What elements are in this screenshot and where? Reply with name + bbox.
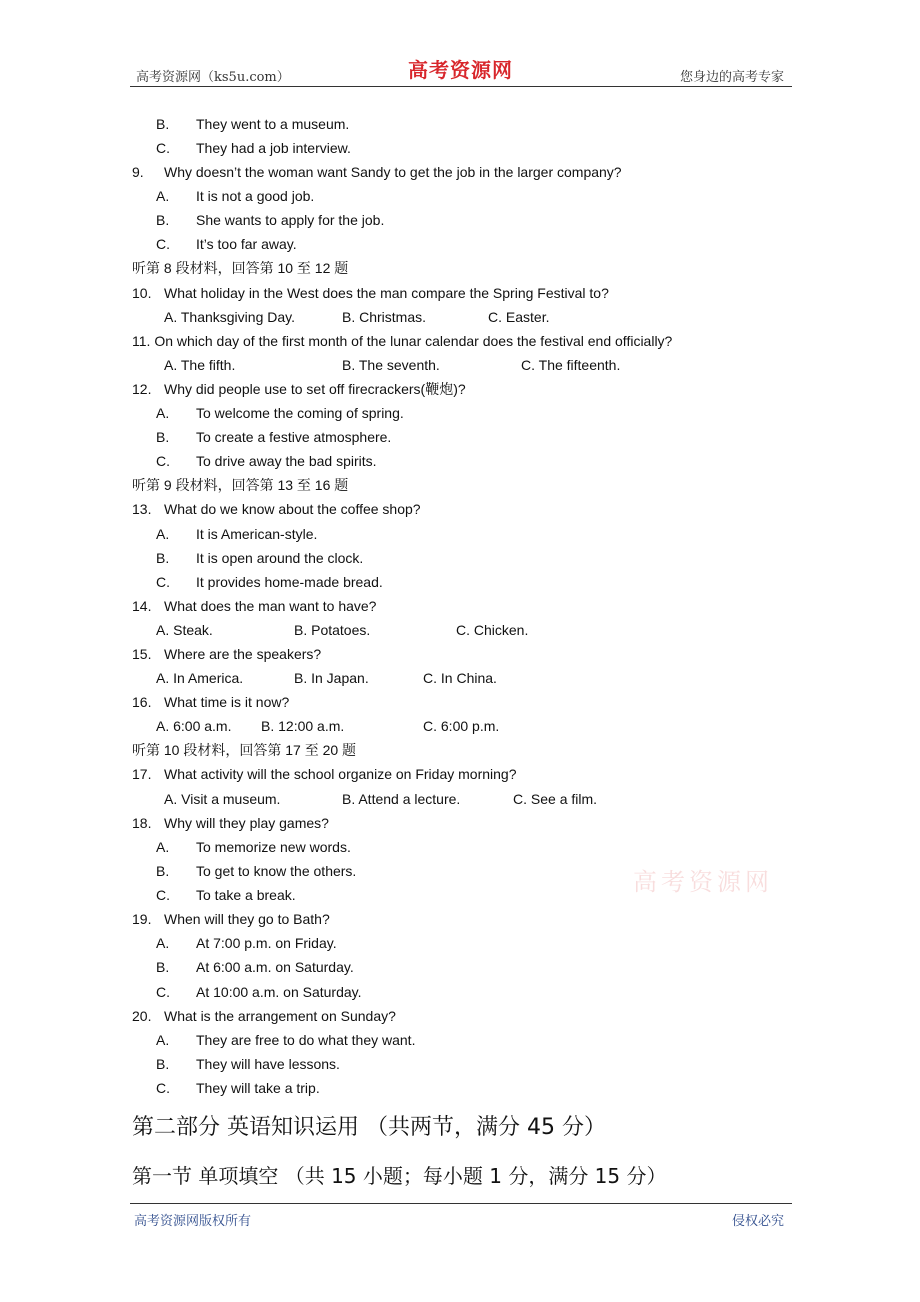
question-text: When will they go to Bath? [164,911,330,927]
option-a: A. The fifth. [164,357,236,373]
option-b: B. Potatoes. [294,622,371,638]
option-c: C. The fifteenth. [521,357,621,373]
page-header [130,52,792,87]
option-b: B. Christmas. [342,309,427,325]
option-letter: C. [156,574,170,590]
section-instruction: 听第 8 段材料，回答第 10 至 12 题 [132,260,349,276]
option-letter: A. [156,526,170,542]
option-text: She wants to apply for the job. [196,212,385,228]
option-letter: C. [156,140,170,156]
option-text: To drive away the bad spirits. [196,453,377,469]
option-text: To memorize new words. [196,839,351,855]
option-letter: A. [156,405,170,421]
question-number: 16. [132,694,152,710]
option-text: They had a job interview. [196,140,351,156]
option-text: They are free to do what they want. [196,1032,416,1048]
option-text: They will take a trip. [196,1080,320,1096]
option-a: A. 6:00 a.m. [156,718,232,734]
section-instruction: 听第 9 段材料，回答第 13 至 16 题 [132,477,349,493]
header-slogan: 您身边的高考专家 [679,70,784,85]
question-text: What activity will the school organize on Friday morning? [164,766,517,782]
question-text: What does the man want to have? [164,598,377,614]
question-number: 10. [132,285,152,301]
option-b: B. Attend a lecture. [342,791,461,807]
page-footer [130,1203,792,1229]
question-number: 12. [132,381,152,397]
option-text: At 10:00 a.m. on Saturday. [196,984,362,1000]
question-number: 17. [132,766,152,782]
section-instruction: 听第 10 段材料，回答第 17 至 20 题 [132,742,357,758]
question-text: Why doesn’t the woman want Sandy to get the job in the larger company? [164,164,622,180]
option-letter: A. [156,935,170,951]
option-a: A. Visit a museum. [164,791,281,807]
option-letter: C. [156,984,170,1000]
question-text: Where are the speakers? [164,646,322,662]
watermark: 高考资源网 [633,868,773,896]
question-number: 14. [132,598,152,614]
question-number: 9. [132,164,144,180]
option-text: It is not a good job. [196,188,315,204]
option-text: To create a festive atmosphere. [196,429,392,445]
option-text: To welcome the coming of spring. [196,405,404,421]
header-logo: 高考资源网 [408,58,513,82]
option-text: They will have lessons. [196,1056,340,1072]
option-c: C. 6:00 p.m. [423,718,500,734]
option-text: It is open around the clock. [196,550,364,566]
question-number: 18. [132,815,152,831]
option-text: To take a break. [196,887,296,903]
footer-copyright: 高考资源网版权所有 [134,1214,252,1229]
option-a: A. Thanksgiving Day. [164,309,295,325]
option-letter: B. [156,116,170,132]
footer-rights: 侵权必究 [731,1214,784,1229]
header-site-name: 高考资源网（ks5u.com） [136,70,290,85]
option-text: They went to a museum. [196,116,350,132]
option-b: B. In Japan. [294,670,369,686]
option-letter: A. [156,188,170,204]
question-text: What time is it now? [164,694,290,710]
option-text: At 7:00 p.m. on Friday. [196,935,337,951]
option-c: C. In China. [423,670,497,686]
question-number: 13. [132,501,152,517]
option-letter: C. [156,887,170,903]
question-text: What do we know about the coffee shop? [164,501,421,517]
option-letter: B. [156,959,170,975]
option-a: A. In America. [156,670,244,686]
question-number: 19. [132,911,152,927]
question-number: 20. [132,1008,152,1024]
question-row: 11. On which day of the first month of the lunar calendar does the festival end officially? [132,333,673,349]
option-b: B. The seventh. [342,357,440,373]
option-a: A. Steak. [156,622,213,638]
option-text: At 6:00 a.m. on Saturday. [196,959,354,975]
option-letter: A. [156,1032,170,1048]
question-text: What is the arrangement on Sunday? [164,1008,396,1024]
option-letter: B. [156,863,170,879]
option-text: It’s too far away. [196,236,297,252]
option-text: It provides home-made bread. [196,574,383,590]
question-text: Why did people use to set off firecrackers(鞭炮)? [164,381,466,397]
option-c: C. See a film. [513,791,598,807]
option-c: C. Chicken. [456,622,529,638]
option-b: B. 12:00 a.m. [261,718,345,734]
option-text: It is American-style. [196,526,318,542]
option-letter: B. [156,429,170,445]
option-letter: A. [156,839,170,855]
section-title: 第一节 单项填空 （共 15 小题；每小题 1 分，满分 15 分） [132,1164,667,1188]
question-text: Why will they play games? [164,815,329,831]
option-letter: B. [156,550,170,566]
question-number: 15. [132,646,152,662]
option-letter: C. [156,236,170,252]
option-text: To get to know the others. [196,863,357,879]
option-letter: B. [156,1056,170,1072]
question-text: What holiday in the West does the man compare the Spring Festival to? [164,285,609,301]
option-letter: C. [156,1080,170,1096]
option-letter: B. [156,212,170,228]
option-c: C. Easter. [488,309,550,325]
option-letter: C. [156,453,170,469]
part-title: 第二部分 英语知识运用 （共两节，满分 45 分） [132,1115,606,1140]
